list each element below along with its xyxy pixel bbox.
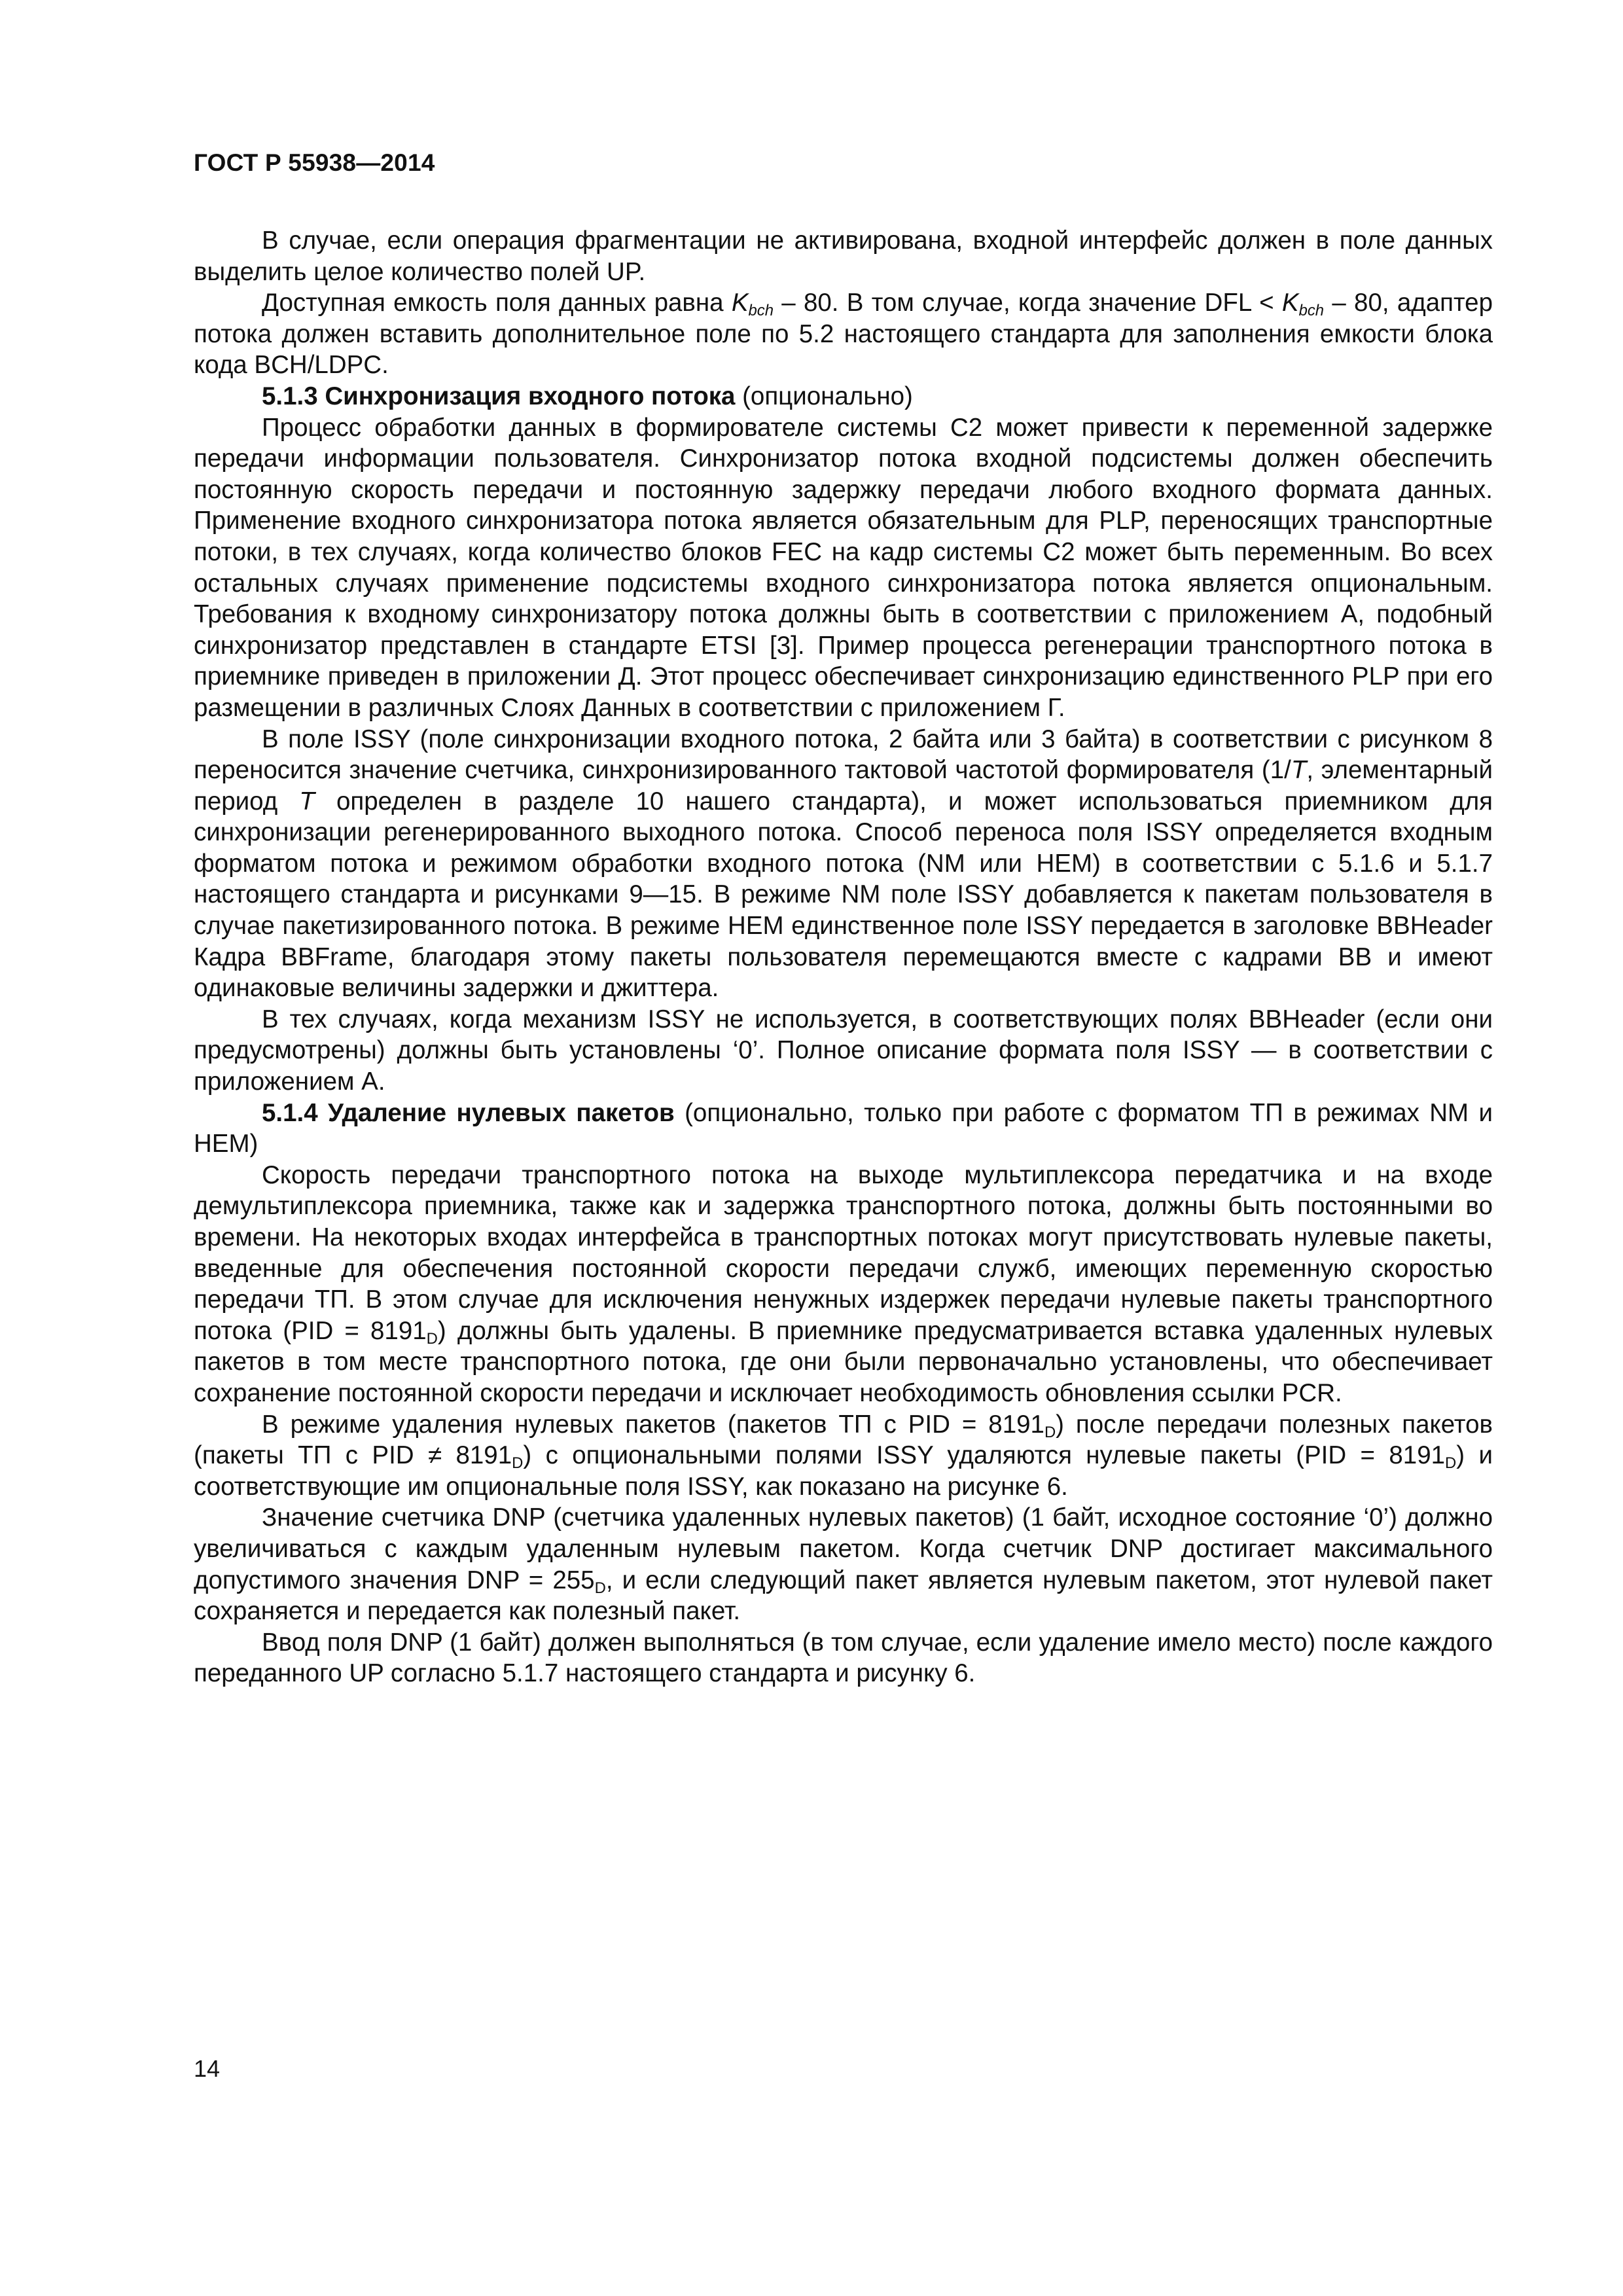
text: , элементарный период (194, 756, 1493, 816)
text: ) с опциональными полями ISSY удаляются нулевые пакеты (PID = 8191 (523, 1441, 1446, 1470)
text: В режиме удаления нулевых пакетов (пакетов ТП с PID = 8191 (262, 1410, 1044, 1439)
text: В поле ISSY (поле синхронизации входного потока, 2 байта или 3 байта) в соответствии с рисунком 8 переносится значение счетчика, синхронизированного тактовой частотой формирователя (1/ (194, 725, 1493, 785)
d-subscript: D (1445, 1454, 1457, 1473)
text: ) должны быть удалены. В приемнике предусматривается вставка удаленных нулевых пакетов в том месте транспортного потока, где они были первоначально установлены, что обеспечивает сохранение постоянной скорости передачи и исключает необходимость обновления ссылки PCR. (194, 1316, 1493, 1407)
text: , и если следующий пакет является нулевым пакетом, этот нулевой пакет сохраняется и передается как полезный пакет. (194, 1566, 1493, 1626)
page-number: 14 (194, 2055, 221, 2082)
text: – 80. В том случае, когда значение DFL < (773, 289, 1282, 317)
text: Значение счетчика DNP (счетчика удаленных нулевых пакетов) (1 байт, исходное состояние ‘0’) должно увеличиваться с каждым удаленным нулевым пакетом. Когда счетчик DNP достигает максимального допустимого значения DNP = 255 (194, 1503, 1493, 1594)
paragraph-issy-unused: В тех случаях, когда механизм ISSY не используется, в соответствующих полях BBHeader (если они предусмотрены) должны быть установлены ‘0’. Полное описание формата поля ISSY — в соответствии с приложением А. (194, 1005, 1493, 1096)
t-symbol: T (1291, 756, 1307, 785)
section-heading-5-1-4 (194, 1098, 1493, 1160)
section-note: (опционально, только при работе с форматом ТП в режимах NM и HEM) (194, 1098, 1493, 1158)
paragraph-capacity (194, 287, 1493, 381)
section-title: 5.1.3 Синхронизация входного потока (262, 382, 736, 410)
k-symbol: K (1281, 289, 1299, 317)
d-subscript: D (594, 1579, 606, 1597)
bch-subscript: bch (1298, 302, 1325, 320)
paragraph-dnp-counter (194, 1502, 1493, 1626)
paragraph-ts-rate (194, 1160, 1493, 1409)
text: – 80, адаптер потока должен вставить дополнительное поле по 5.2 настоящего стандарта для заполнения емкости блока кода BCH/LDPC. (194, 289, 1493, 380)
text: определен в разделе 10 нашего стандарта), и может использоваться приемником для синхронизации регенерированного выходного потока. Способ переноса поля ISSY определяется входным форматом потока и режимом обработки входного потока (NM или HEM) в соответствии с 5.1.6 и 5.1.7 настоящего стандарта и рисунками 9—15. В режиме NM поле ISSY добавляется к пакетам пользователя в случае пакетизированного потока. В режиме HEM единственное поле ISSY передается в заголовке BBHeader Кадра BBFrame, благодаря этому пакеты пользователя перемещаются вместе с кадрами BB и имеют одинаковые величины задержки и джиттера. (194, 787, 1493, 1003)
text: Доступная емкость поля данных равна (262, 289, 732, 317)
d-subscript: D (426, 1329, 438, 1348)
paragraph-sync-process: Процесс обработки данных в формирователе системы С2 может привести к переменной задержке передачи информации пользователя. Синхронизатор потока входной подсистемы должен обеспечить постоянную скорость передачи и постоянную задержку передачи любого входного формата данных. Применение входного синхронизатора потока является обязательным для PLP, переносящих транспортные потоки, в тех случаях, когда количество блоков FEC на кадр системы С2 может быть переменным. Во всех остальных случаях применение подсистемы входного синхронизатора потока является опциональным. Требования к входному синхронизатору потока должны быть в соответствии с приложением А, подобный синхронизатор представлен в стандарте ETSI [3]. Пример процесса регенерации транспортного потока в приемнике приведен в приложении Д. Этот процесс обеспечивает синхронизацию единственного PLP при его размещении в различных Слоях Данных в соответствии с приложением Г. (194, 413, 1493, 722)
paragraph-issy-field (194, 724, 1493, 1004)
paragraph-null-deletion (194, 1409, 1493, 1503)
paragraph-fragmentation: В случае, если операция фрагментации не активирована, входной интерфейс должен в поле данных выделить целое количество полей UP. (194, 226, 1493, 286)
d-subscript: D (512, 1454, 524, 1473)
section-heading-5-1-3 (194, 381, 1493, 412)
d-subscript: D (1044, 1423, 1056, 1441)
document-body (194, 225, 1493, 1689)
document-header: ГОСТ Р 55938—2014 (194, 149, 435, 176)
t-symbol: T (299, 787, 315, 816)
text: ) и соответствующие им опциональные поля ISSY, как показано на рисунке 6. (194, 1441, 1493, 1501)
k-symbol: K (731, 289, 749, 317)
paragraph-dnp-insertion: Ввод поля DNP (1 байт) должен выполняться (в том случае, если удаление имело место) после каждого переданного UP согласно 5.1.7 настоящего стандарта и рисунку 6. (194, 1628, 1493, 1688)
section-note: (опционально) (735, 382, 913, 410)
text: Скорость передачи транспортного потока на выходе мультиплексора передатчика и на входе демультиплексора приемника, также как и задержка транспортного потока, должны быть постоянными во времени. На некоторых входах интерфейса в транспортных потоках могут присутствовать нулевые пакеты, введенные для обеспечения постоянной скорости передачи служб, имеющих переменную скоростью передачи ТП. В этом случае для исключения ненужных издержек передачи нулевые пакеты транспортного потока (PID = 8191 (194, 1160, 1493, 1345)
section-title: 5.1.4 Удаление нулевых пакетов (262, 1098, 675, 1127)
text: ) после передачи полезных пакетов (пакеты ТП с PID ≠ 8191 (194, 1410, 1493, 1470)
bch-subscript: bch (748, 302, 774, 320)
